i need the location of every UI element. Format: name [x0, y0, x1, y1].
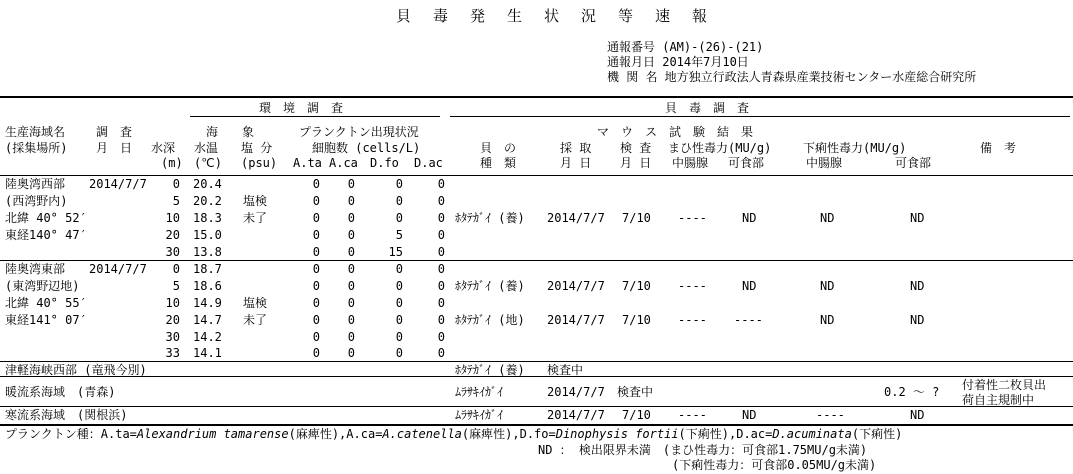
plankton-species-note: プランクトン種：A.ta=Alexandrium tamarense(麻痺性),A.ca=A.catenella(麻痺性),D.fo=Dinophysis fortii(下痢性),D.ac=D.acuminata(下痢性)	[5, 427, 903, 441]
nd-note: ND ： 検出限界未満 (まひ性毒力：可食部1.75MU/g未満)	[538, 443, 868, 457]
shellfish-survey-heading: 貝 毒 調 査	[665, 101, 750, 115]
report-date: 通報月日 2014年7月10日	[607, 55, 749, 69]
report-org: 機 関 名 地方独立行政法人青森県産業技術センター水産総合研究所	[607, 70, 977, 84]
dsp-nd-note: (下痢性毒力：可食部0.05MU/g未満)	[672, 458, 877, 472]
table-top-rule	[0, 96, 1073, 98]
block-divider-2	[0, 361, 1073, 362]
env-survey-heading: 環 境 調 査	[259, 101, 344, 115]
env-underline	[190, 116, 440, 117]
table-bottom-rule	[0, 424, 1073, 426]
report-number: 通報番号 (AM)-(26)-(21)	[607, 40, 764, 54]
block-divider-1	[0, 260, 1073, 261]
header-bottom-rule	[0, 175, 1073, 176]
block-divider-3	[0, 376, 1073, 377]
block-divider-4	[0, 406, 1073, 407]
shell-underline	[450, 116, 1070, 117]
